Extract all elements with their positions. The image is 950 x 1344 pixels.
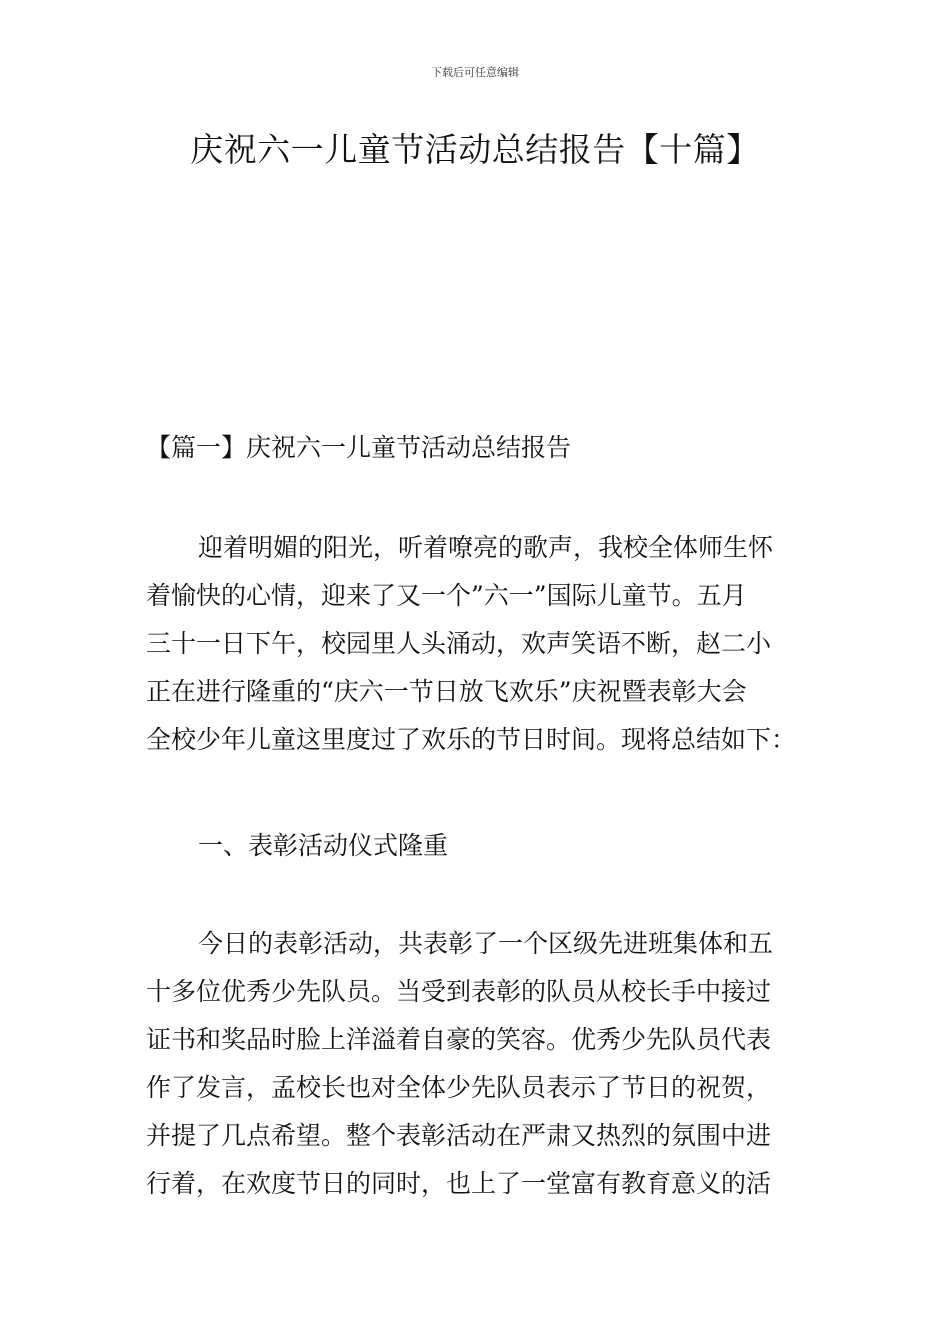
paragraph-1-line: 正在进行隆重的“庆六一节日放飞欢乐”庆祝暨表彰大会 [146,677,747,706]
paragraph-1-line: 全校少年儿童这里度过了欢乐的节日时间。现将总结如下： [146,725,797,754]
header-note: 下载后可任意编辑 [431,66,519,79]
sub-heading: 一、表彰活动仪式隆重 [198,831,449,860]
paragraph-2-line: 证书和奖品时脸上洋溢着自豪的笑容。优秀少先队员代表 [146,1025,772,1054]
paragraph-1-line: 三十一日下午，校园里人头涌动，欢声笑语不断，赵二小 [146,629,772,658]
paragraph-1-line: 迎着明媚的阳光，听着嘹亮的歌声，我校全体师生怀 [198,533,774,562]
section-heading: 【篇一】庆祝六一儿童节活动总结报告 [146,433,572,462]
paragraph-1-line: 着愉快的心情，迎来了又一个”六一”国际儿童节。五月 [146,581,747,610]
paragraph-2-line: 作了发言，孟校长也对全体少先队员表示了节日的祝贺， [146,1073,772,1102]
paragraph-2 [146,920,806,1208]
paragraph-2-line: 十多位优秀少先队员。当受到表彰的队员从校长手中接过 [146,977,772,1006]
paragraph-2-line: 并提了几点希望。整个表彰活动在严肃又热烈的氛围中进 [146,1121,772,1150]
paragraph-2-line: 今日的表彰活动，共表彰了一个区级先进班集体和五 [198,929,774,958]
paragraph-1 [146,524,806,764]
paragraph-2-line: 行着，在欢度节日的同时，也上了一堂富有教育意义的活 [146,1169,772,1198]
document-title: 庆祝六一儿童节活动总结报告【十篇】 [190,130,760,169]
